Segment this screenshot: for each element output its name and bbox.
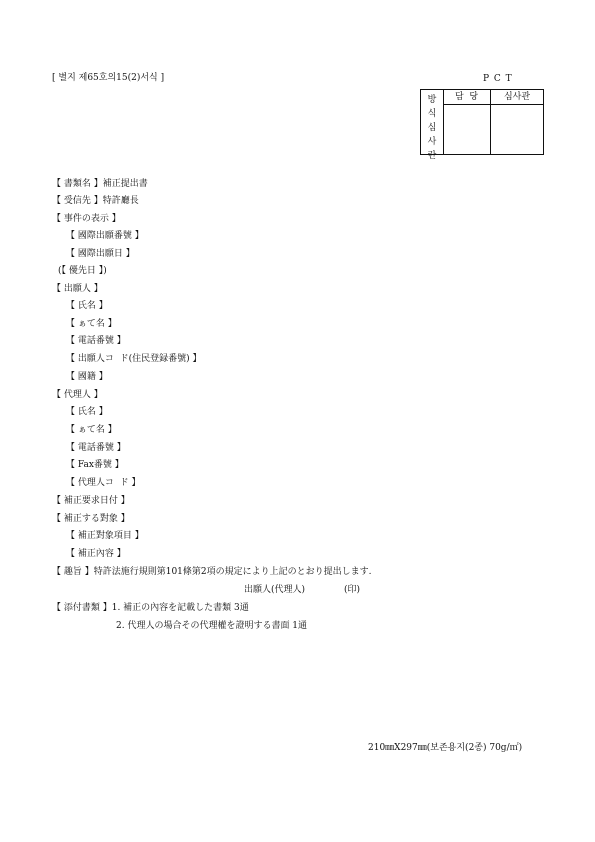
field-applicant-address: 【 ぁて名 】: [66, 319, 117, 329]
stamp-header-line: [443, 104, 543, 105]
field-amendment-target: 【 補正する對象 】: [52, 514, 130, 524]
stamp-col-person-in-charge: 담 당: [454, 92, 479, 102]
stamp-char: 식: [427, 109, 437, 119]
applicant-signature-label: 出願人(代理人): [244, 585, 306, 595]
field-applicant-name: 【 氏名 】: [66, 301, 108, 311]
field-amendment-request-date: 【 補正要求日付 】: [52, 496, 130, 506]
field-recipient: 【 受信先 】特許廳長: [52, 196, 139, 206]
stamp-char: 방: [427, 95, 437, 105]
paper-specification: 210㎜X297㎜(보존용지(2종) 70g/㎡): [368, 743, 523, 753]
field-agent-address: 【 ぁて名 】: [66, 425, 117, 435]
stamp-vertical-label: [421, 93, 443, 161]
field-applicant: 【 出願人 】: [52, 284, 103, 294]
field-intl-application-date: 【 國際出願日 】: [66, 249, 135, 259]
field-agent-code: 【 代理人コ ド 】: [66, 478, 141, 488]
field-agent: 【 代理人 】: [52, 390, 103, 400]
stamp-col-examiner: 심사관: [503, 92, 531, 102]
field-applicant-code: 【 出願人コ ド(住民登録番號) 】: [66, 354, 202, 364]
stamp-char: 심: [427, 123, 437, 133]
field-nationality: 【 國籍 】: [66, 372, 108, 382]
field-amendment-target-item: 【 補正對象項目 】: [66, 531, 144, 541]
attachments-item-1: 【 添付書類 】1. 補正の內容を記載した書類 3通: [52, 603, 249, 613]
attachments-item-2: 2. 代理人の場合その代理權を證明する書面 1通: [116, 621, 308, 631]
stamp-char: 사: [427, 137, 437, 147]
review-stamp-box: [420, 89, 544, 161]
field-amendment-content: 【 補正內容 】: [66, 549, 126, 559]
seal-mark: (印): [344, 585, 361, 595]
field-priority-date: (【 優先日 】): [58, 266, 107, 276]
field-intl-application-number: 【 國際出願番號 】: [66, 231, 144, 241]
field-purpose: 【 趣旨 】特許法施行規則第101條第2項の規定により上記のとおり提出します.: [52, 567, 372, 577]
field-agent-fax: 【 Fax番號 】: [66, 460, 124, 470]
pct-label: P C T: [483, 74, 513, 84]
stamp-char: 란: [427, 151, 437, 161]
field-applicant-phone: 【 電話番號 】: [66, 336, 126, 346]
field-document-name: 【 書類名 】補正提出書: [52, 179, 148, 189]
field-case-indication: 【 事件の表示 】: [52, 214, 121, 224]
form-reference: [ 별지 제65호의15(2)서식 ]: [52, 73, 165, 83]
field-agent-name: 【 氏名 】: [66, 407, 108, 417]
field-agent-phone: 【 電話番號 】: [66, 443, 126, 453]
